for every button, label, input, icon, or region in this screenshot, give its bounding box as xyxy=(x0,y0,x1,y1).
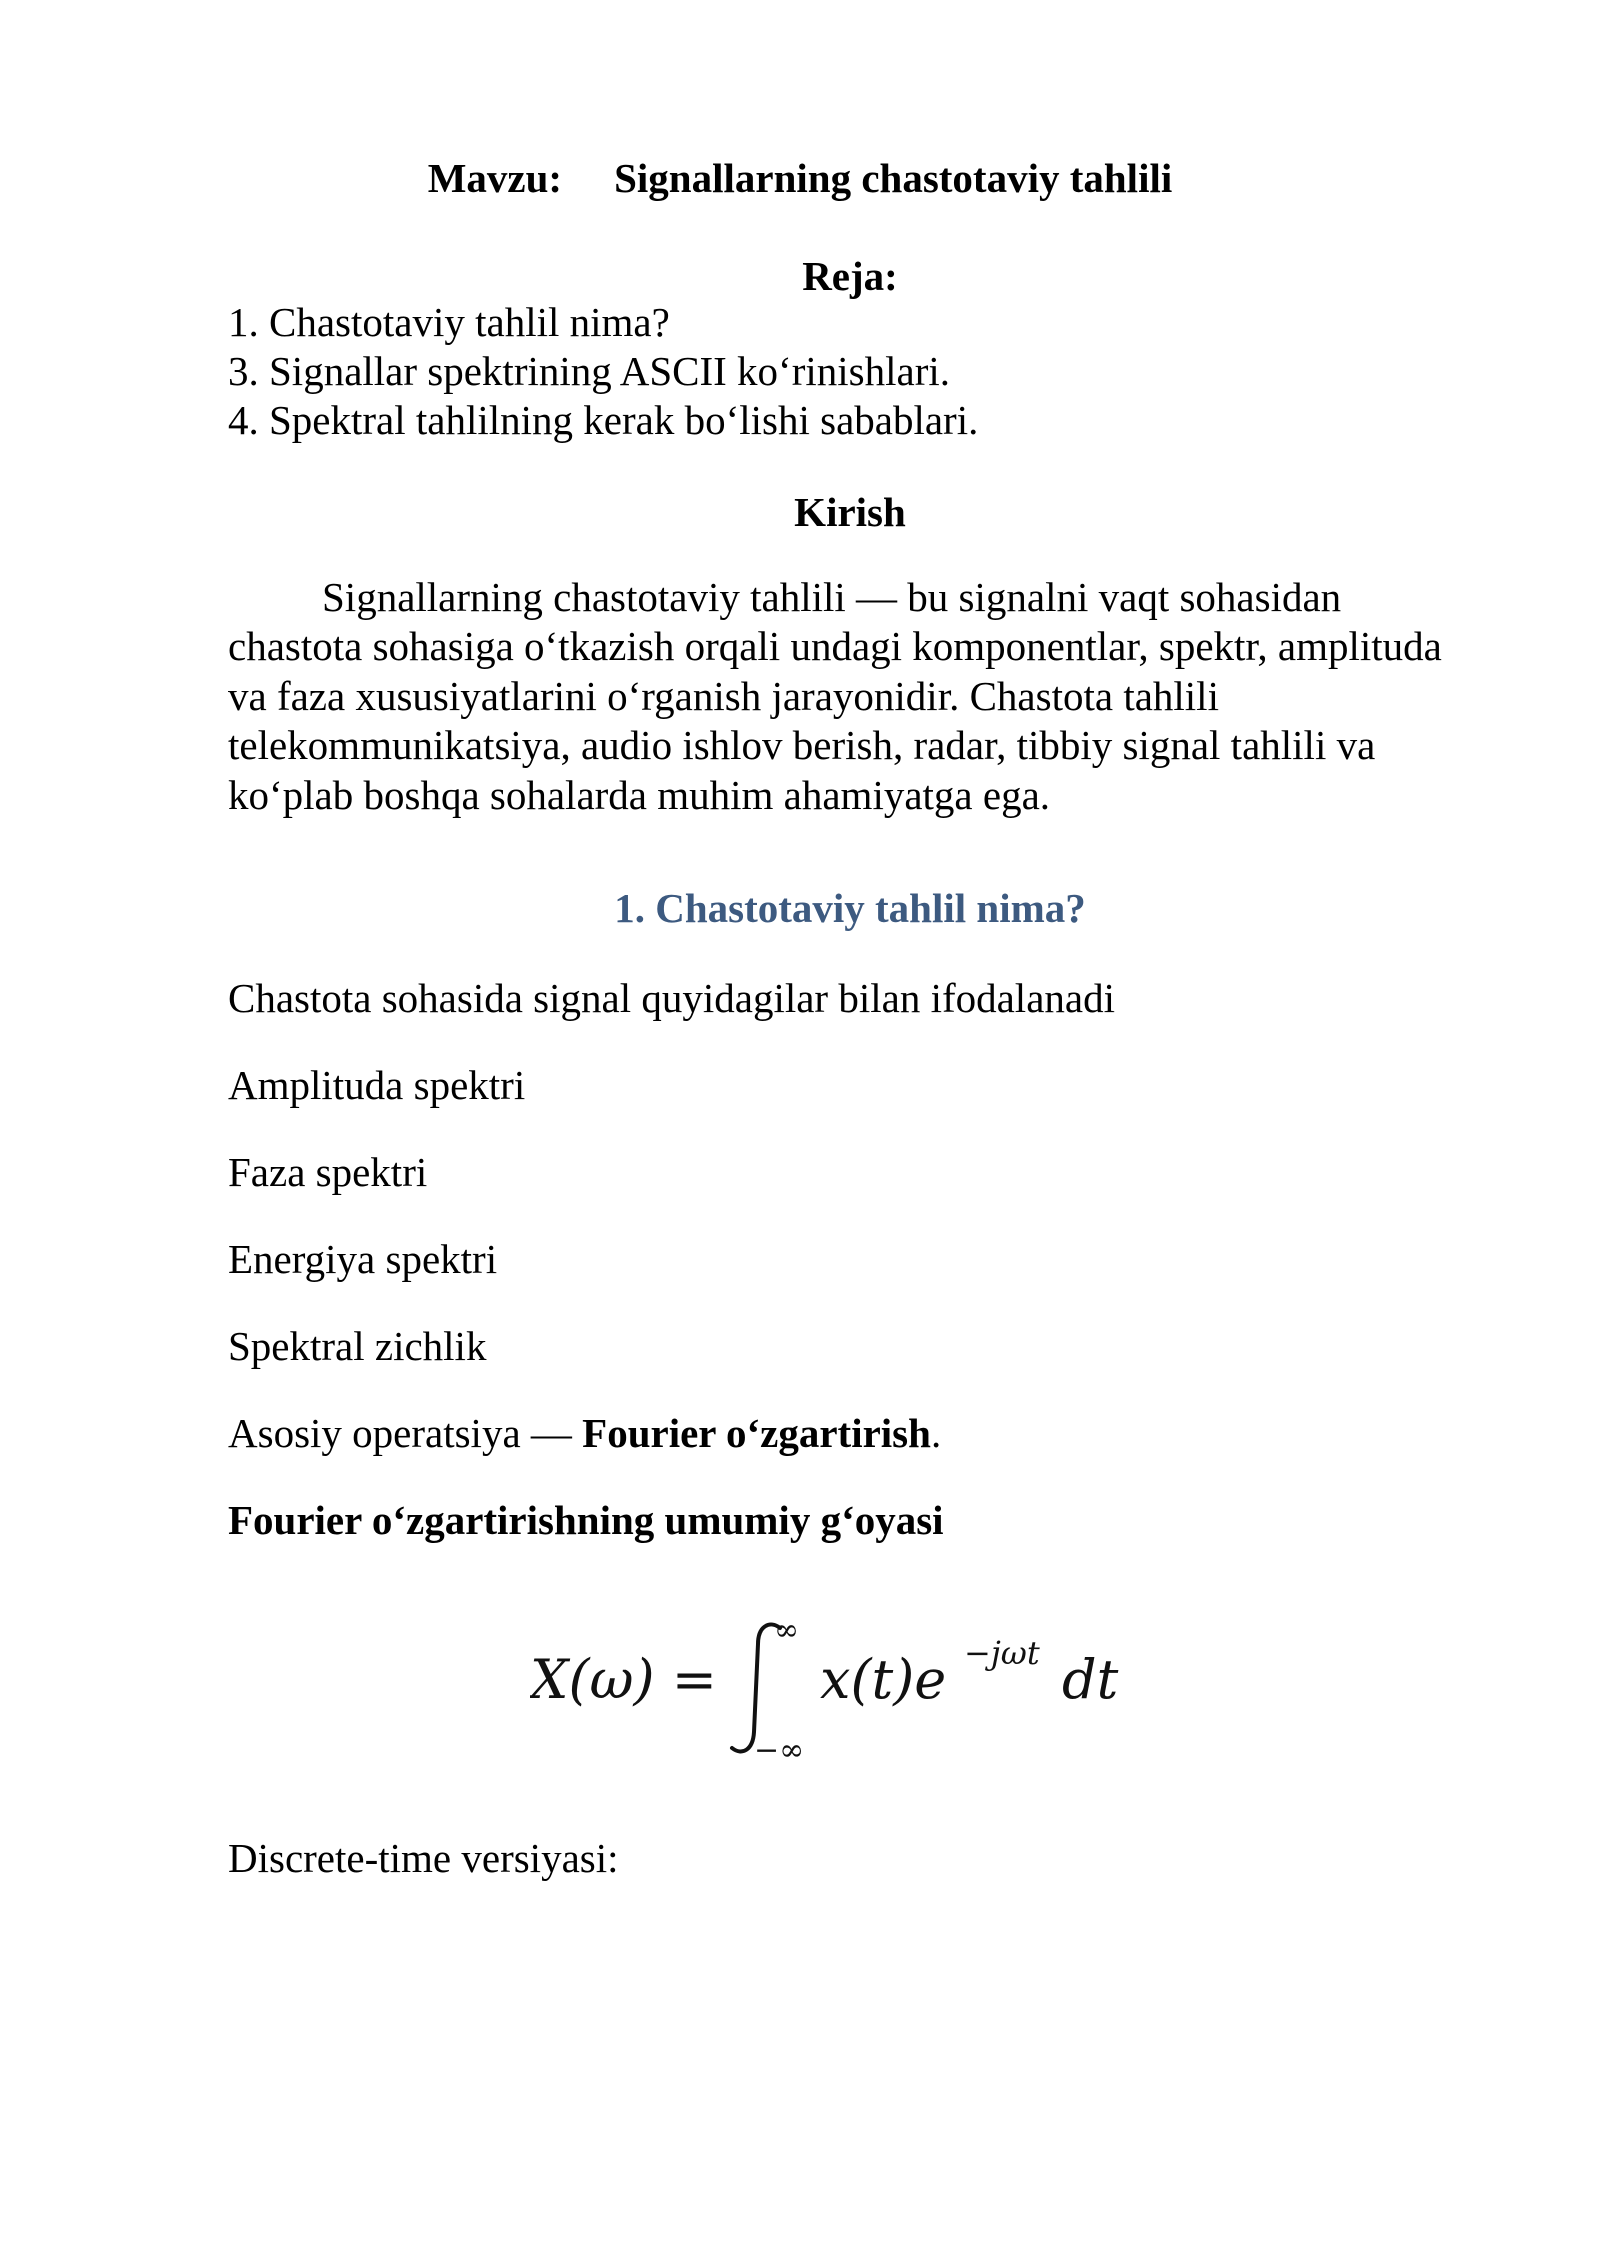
plan-item: 1. Chastotaviy tahlil nima? xyxy=(228,299,670,345)
fourier-formula xyxy=(530,1610,1190,1770)
operation-line xyxy=(228,1405,1478,1461)
formula-differential: dt xyxy=(1062,1648,1119,1711)
intro-text: Signallarning chastotaviy tahlili — bu signalni vaqt sohasidan chastota sohasiga o‘tkazish orqali undagi komponentlar, spektr, amplituda va faza xususiyatlarini o‘rganish jarayonidir. Chastota tahlili telekommunikatsiya, audio ishlov berish, radar, tibbiy signal tahlili va ko‘plab boshqa sohalarda muhim ahamiyatga ega. xyxy=(228,574,1442,818)
plan-item: 3. Signallar spektrining ASCII ko‘rinishlari. xyxy=(228,348,950,394)
spectrum-item: Faza spektri xyxy=(228,1149,428,1195)
intro-title: Kirish xyxy=(794,489,906,535)
document-title xyxy=(0,150,1600,206)
fourier-heading: Fourier o‘zgartirishning umumiy g‘oyasi xyxy=(228,1497,944,1543)
operation-suffix: . xyxy=(930,1410,942,1456)
formula-svg xyxy=(530,1610,1190,1770)
operation-name: Fourier o‘zgartirish xyxy=(582,1410,931,1456)
formula-lhs: X(ω) = xyxy=(530,1648,718,1711)
section-heading: 1. Chastotaviy tahlil nima? xyxy=(614,885,1086,931)
plan-title: Reja: xyxy=(802,253,898,299)
spectrum-item: Spektral zichlik xyxy=(228,1323,487,1369)
plan-item: 4. Spektral tahlilning kerak bo‘lishi sabablari. xyxy=(228,397,979,443)
formula-integrand: x(t)e xyxy=(820,1648,947,1711)
operation-prefix: Asosiy operatsiya — xyxy=(228,1410,583,1456)
formula-lower-limit: −∞ xyxy=(754,1733,805,1768)
spectrum-item: Energiya spektri xyxy=(228,1236,498,1282)
formula-exponent: −jωt xyxy=(964,1634,1040,1672)
spectrum-item: Amplituda spektri xyxy=(228,1062,526,1108)
plan-list xyxy=(228,298,1428,445)
section-lead: Chastota sohasida signal quyidagilar bilan ifodalanadi xyxy=(228,975,1115,1021)
intro-paragraph xyxy=(228,573,1458,820)
topic-name: Signallarning chastotaviy tahlili xyxy=(614,155,1173,201)
formula-upper-limit: ∞ xyxy=(774,1613,799,1648)
topic-label: Mavzu: xyxy=(427,155,563,201)
discrete-label: Discrete-time versiyasi: xyxy=(228,1835,619,1881)
